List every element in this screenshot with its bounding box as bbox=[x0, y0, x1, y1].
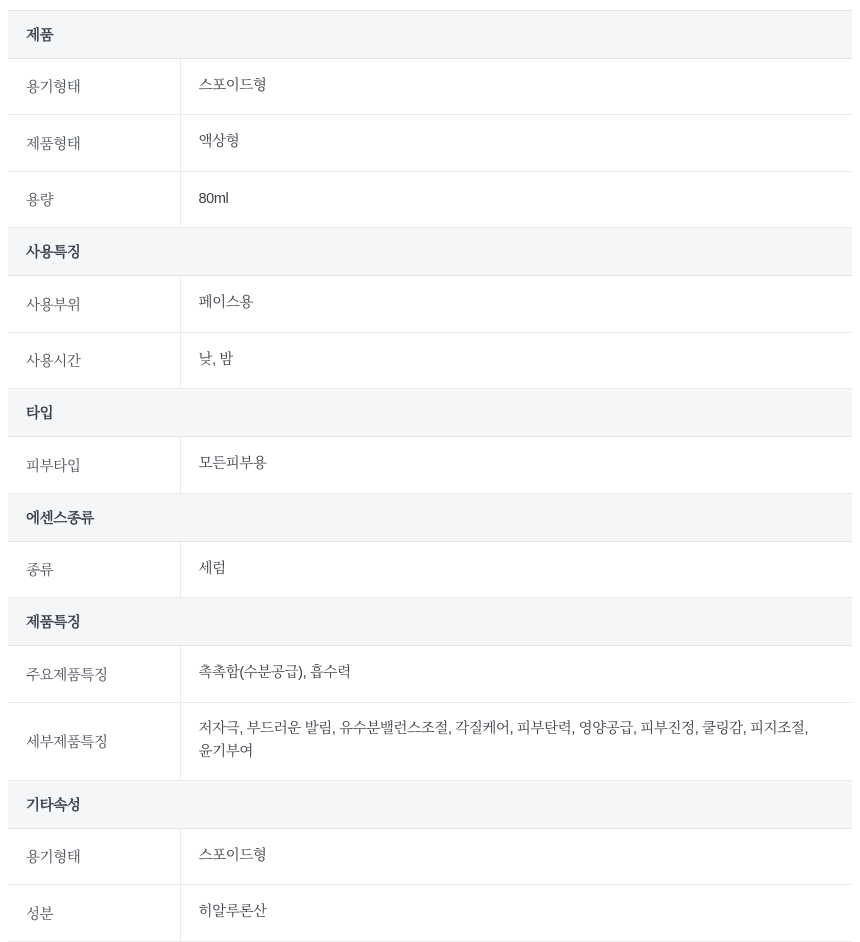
spec-label: 세부제품특징 bbox=[8, 702, 180, 780]
table-row bbox=[8, 541, 852, 597]
spec-label: 용량 bbox=[8, 171, 180, 227]
table-row bbox=[8, 276, 852, 332]
section-title: 에센스종류 bbox=[8, 493, 852, 541]
table-row bbox=[8, 702, 852, 780]
section-title: 사용특징 bbox=[8, 228, 852, 276]
table-row bbox=[8, 171, 852, 227]
spec-label: 피부타입 bbox=[8, 437, 180, 493]
table-row bbox=[8, 437, 852, 493]
spec-label: 주요제품특징 bbox=[8, 646, 180, 702]
product-spec-table bbox=[8, 10, 852, 942]
spec-value: 스포이드형 bbox=[180, 59, 852, 115]
section-header-row bbox=[8, 493, 852, 541]
section-header-row bbox=[8, 598, 852, 646]
table-row bbox=[8, 885, 852, 941]
spec-value: 모든피부용 bbox=[180, 437, 852, 493]
spec-value: 스포이드형 bbox=[180, 828, 852, 884]
spec-value: 촉촉함(수분공급), 흡수력 bbox=[180, 646, 852, 702]
spec-value: 히알루론산 bbox=[180, 885, 852, 941]
table-row bbox=[8, 332, 852, 388]
spec-value: 세럼 bbox=[180, 541, 852, 597]
spec-value: 액상형 bbox=[180, 115, 852, 171]
spec-table-body bbox=[8, 11, 852, 942]
section-title: 제품특징 bbox=[8, 598, 852, 646]
section-header-row bbox=[8, 11, 852, 59]
section-header-row bbox=[8, 780, 852, 828]
spec-label: 용기형태 bbox=[8, 59, 180, 115]
table-row bbox=[8, 646, 852, 702]
spec-value: 페이스용 bbox=[180, 276, 852, 332]
section-header-row bbox=[8, 228, 852, 276]
spec-label: 용기형태 bbox=[8, 828, 180, 884]
spec-value: 저자극, 부드러운 발림, 유수분밸런스조절, 각질케어, 피부탄력, 영양공급, 피부진정, 쿨링감, 피지조절, 윤기부여 bbox=[180, 702, 852, 780]
table-row bbox=[8, 59, 852, 115]
spec-label: 사용부위 bbox=[8, 276, 180, 332]
product-spec-panel bbox=[0, 10, 860, 942]
table-row bbox=[8, 828, 852, 884]
spec-label: 성분 bbox=[8, 885, 180, 941]
section-title: 제품 bbox=[8, 11, 852, 59]
section-title: 타입 bbox=[8, 389, 852, 437]
section-title: 기타속성 bbox=[8, 780, 852, 828]
section-header-row bbox=[8, 389, 852, 437]
spec-value: 80ml bbox=[180, 171, 852, 227]
spec-label: 사용시간 bbox=[8, 332, 180, 388]
table-row bbox=[8, 115, 852, 171]
spec-label: 제품형태 bbox=[8, 115, 180, 171]
spec-label: 종류 bbox=[8, 541, 180, 597]
spec-value: 낮, 밤 bbox=[180, 332, 852, 388]
